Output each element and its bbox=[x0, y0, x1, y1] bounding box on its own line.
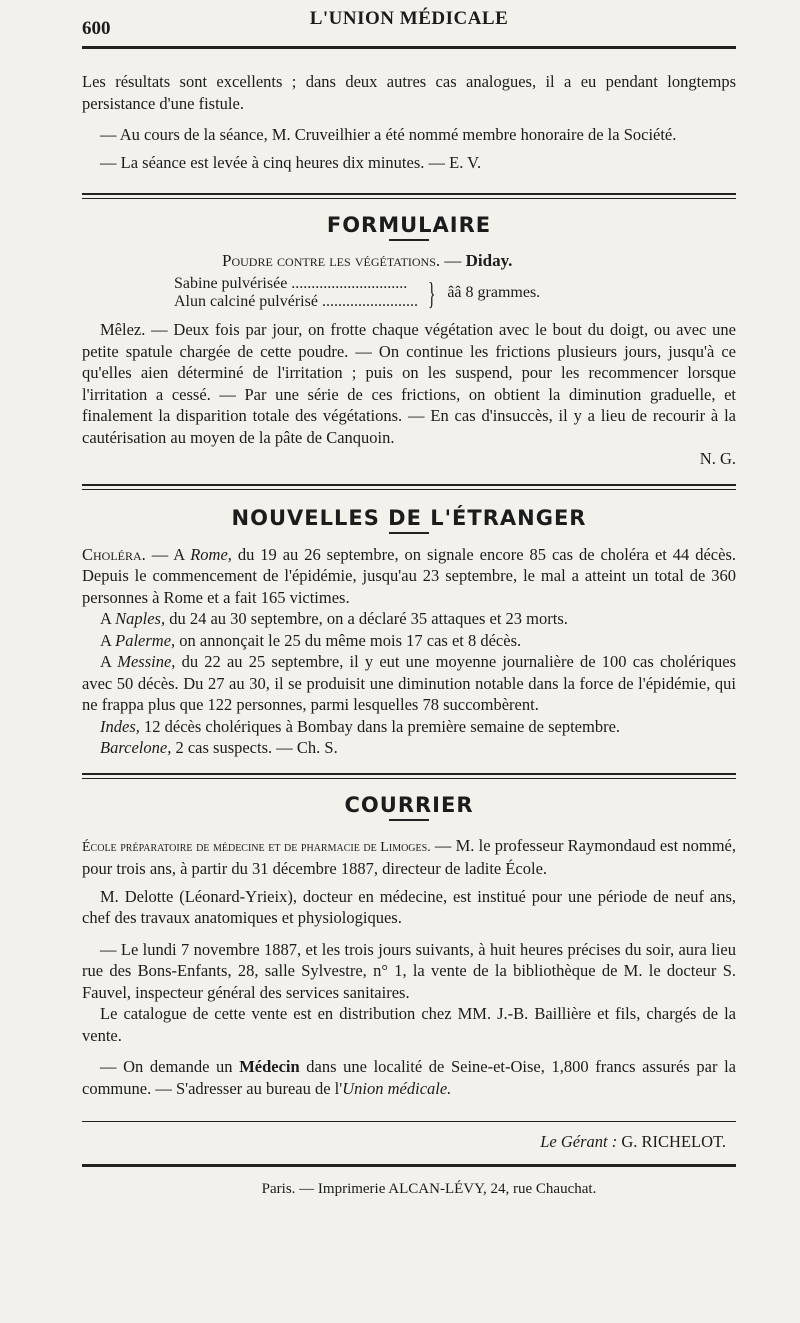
news-dash: — A bbox=[145, 544, 191, 564]
news-prefix: A bbox=[100, 652, 118, 671]
courrier-delotte: M. Delotte (Léonard-Yrieix), docteur en médecine, est institué pour une période de neuf ans, chef des travaux anatomiques et physiologiques. bbox=[82, 886, 736, 927]
printer-imprint: Paris. — Imprimerie ALCAN-LÉVY, 24, rue Chauchat. bbox=[261, 1181, 597, 1197]
section-divider bbox=[82, 773, 736, 779]
intro-paragraph-3: — La séance est levée à cinq heures dix minutes. — E. V. bbox=[100, 152, 482, 172]
news-cholera-rome bbox=[82, 544, 736, 609]
section-title-courrier: COURRIER bbox=[344, 792, 474, 817]
page-header bbox=[82, 0, 736, 46]
courrier-text: — M. le professeur Raymondaud est nommé, pour trois ans, à partir du 31 décembre 1887, directeur de ladite École. bbox=[82, 835, 736, 878]
page-number: 600 bbox=[82, 18, 111, 39]
recipe-title bbox=[222, 251, 736, 271]
ingredient-list bbox=[174, 275, 418, 311]
city-palerme: Palerme, bbox=[115, 630, 176, 650]
ingredient-2: Alun calciné pulvérisé ........................ bbox=[174, 293, 418, 310]
courrier-vente: — Le lundi 7 novembre 1887, et les trois jours suivants, à huit heures précises du soir, aura lieu rue des Bons-Enfants, 28, salle Sylvestre, n° 1, la vente de la bibliothèque de M. le docteur S. Fauvel, inspecteur général des services sanitaires. bbox=[82, 939, 736, 1002]
news-text: du 24 au 30 septembre, on a déclaré 35 attaques et 23 morts. bbox=[165, 609, 568, 628]
news-text: du 19 au 26 septembre, on signale encore 85 cas de choléra et 44 décès. Depuis le commencement de l'épidémie, jusqu'au 23 septembre, le mal a atteint un total de 360 personnes à Rome et a fait 165 victimes. bbox=[82, 544, 736, 607]
recipe-dose: ââ 8 grammes. bbox=[447, 284, 541, 301]
closing-rule bbox=[82, 1121, 736, 1122]
courrier-section bbox=[82, 793, 736, 1100]
recipe-author: Diday. bbox=[465, 251, 513, 270]
formulaire-signature: N. G. bbox=[699, 449, 736, 468]
gerant-line bbox=[82, 1132, 726, 1152]
news-naples bbox=[82, 608, 736, 630]
courrier-catalogue: Le catalogue de cette vente est en distribution chez MM. J.-B. Baillière et fils, chargés de la vente. bbox=[82, 1004, 736, 1045]
section-divider bbox=[82, 193, 736, 199]
news-indes bbox=[82, 716, 736, 738]
courrier-limoges bbox=[82, 835, 736, 880]
nouvelles-section bbox=[82, 506, 736, 759]
news-barcelone bbox=[82, 737, 736, 759]
recipe-instructions: Mêlez. — Deux fois par jour, on frotte chaque végétation avec le bout du doigt, ou avec une petite spatule chargée de cette poudre. — On continue les frictions plusieurs jours, jusqu'à ce qu'elles aien déterminé de l'irritation ; puis on les suspend, pour les recommencer lorsque l'irritation a cessé. — Par une série de ces frictions, on obtient la diminution graduelle, et finalement la disparition totale des végétations. — En cas d'insuccès, il y a lieu de recourir à la cautérisation au moyen de la pâte de Canquoin. bbox=[82, 320, 736, 447]
title-underline bbox=[389, 532, 429, 534]
news-text: 12 décès cholériques à Bombay dans la première semaine de septembre. bbox=[139, 716, 621, 736]
news-text: 2 cas suspects. — Ch. S. bbox=[171, 738, 338, 757]
title-underline bbox=[389, 239, 429, 241]
recipe-dash: — bbox=[440, 251, 466, 270]
news-palerme bbox=[82, 630, 736, 652]
news-messine bbox=[82, 651, 736, 716]
news-text: du 22 au 25 septembre, il y eut une moyenne journalière de 100 cas cholériques avec 50 décès. Du 27 au 30, il se produisit une diminution notable dans la force de l'épidémie, qui ne frappa plus que 122 personnes, parmi lesquelles 78 succombèrent. bbox=[82, 652, 736, 714]
place-indes: Indes, bbox=[100, 716, 140, 736]
medecin-word: Médecin bbox=[239, 1057, 300, 1076]
section-title-formulaire: FORMULAIRE bbox=[326, 213, 492, 237]
gerant-label: Le Gérant : bbox=[540, 1132, 618, 1151]
news-label: Choléra. bbox=[82, 544, 146, 564]
brace-icon: } bbox=[427, 275, 436, 311]
section-title-nouvelles: NOUVELLES DE L'ÉTRANGER bbox=[231, 505, 587, 530]
news-prefix: A bbox=[100, 609, 116, 628]
header-rule bbox=[82, 46, 736, 49]
title-underline bbox=[389, 819, 429, 821]
news-prefix: A bbox=[100, 630, 116, 650]
news-text: on annonçait le 25 du même mois 17 cas et 8 décès. bbox=[175, 630, 522, 650]
intro-paragraph-1: Les résultats sont excellents ; dans deux autres cas analogues, il a eu pendant longtemps persistance d'une fistule. bbox=[82, 72, 736, 113]
courrier-text: — On demande un bbox=[100, 1057, 240, 1076]
gerant-name: G. RICHELOT. bbox=[617, 1132, 726, 1151]
courrier-medecin bbox=[82, 1056, 736, 1099]
courrier-text: dans une localité de Seine-et-Oise, 1,800 francs assurés par la commune. — S'adresser au bureau de l' bbox=[82, 1057, 736, 1098]
journal-title: L'UNION MÉDICALE bbox=[309, 8, 509, 29]
city-barcelone: Barcelone, bbox=[100, 738, 172, 757]
formulaire-section bbox=[82, 213, 736, 470]
institution-name: École préparatoire de médecine et de pharmacie de Limoges. bbox=[82, 839, 431, 855]
footer-rule bbox=[82, 1164, 736, 1167]
city-messine: Messine, bbox=[117, 652, 176, 671]
recipe-name: Poudre contre les végétations. bbox=[222, 251, 441, 270]
intro-paragraph-2: — Au cours de la séance, M. Cruveilhier a été nommé membre honoraire de la Société. bbox=[100, 125, 677, 144]
recipe-ingredients bbox=[174, 275, 736, 311]
journal-name: Union médicale. bbox=[342, 1078, 452, 1098]
city-rome: Rome, bbox=[190, 544, 232, 564]
city-naples: Naples, bbox=[115, 609, 166, 628]
ingredient-1: Sabine pulvérisée ............................. bbox=[174, 275, 408, 292]
section-divider bbox=[82, 484, 736, 490]
